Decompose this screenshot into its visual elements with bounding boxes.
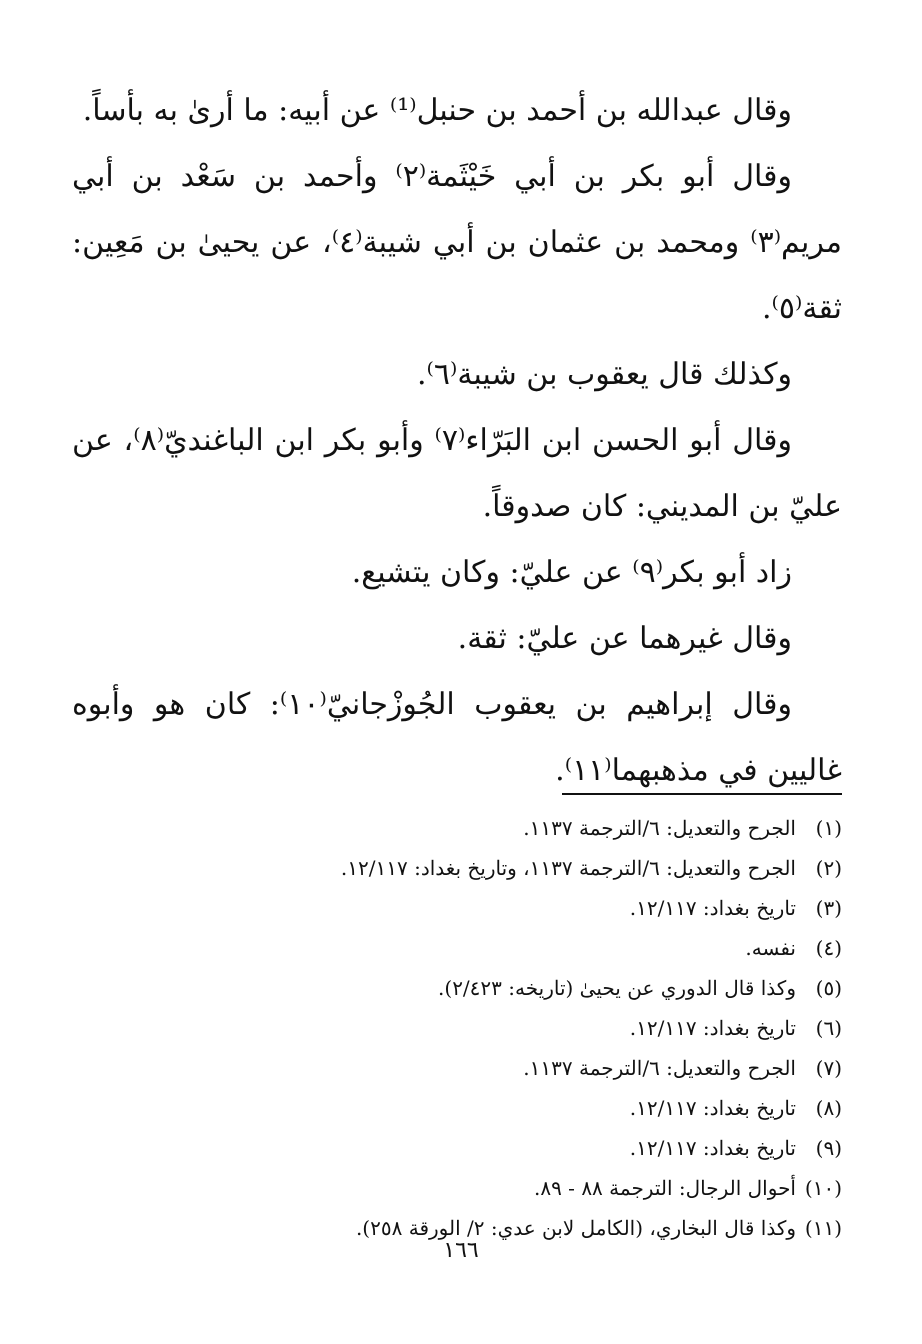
main-text [72, 78, 842, 804]
footnote-text: تاريخ بغداد: ١٢/١١٧. [629, 1016, 796, 1040]
footnote-number: (٦) [815, 1016, 842, 1040]
footnote-number: (١) [815, 816, 842, 840]
footnote-3 [122, 888, 842, 928]
footnote-number: (٨) [815, 1096, 842, 1120]
footnote-4 [122, 928, 842, 968]
footnote-text: الجرح والتعديل: ٦/الترجمة ١١٣٧، وتاريخ بغداد: ١٢/١١٧. [340, 856, 796, 880]
footnote-number: (٤) [815, 936, 842, 960]
paragraph-1: وقال عبدالله بن أحمد بن حنبل⁽¹⁾ عن أبيه: ما أرىٰ به بأساً. [82, 93, 792, 128]
paragraph-4: وقال أبو الحسن ابن البَرّاء⁽٧⁾ وأبو بكر ابن الباغنديّ⁽٨⁾، عن عليّ بن المديني: كان صدوقاً. [72, 423, 842, 524]
footnote-7 [122, 1048, 842, 1088]
footnote-number: (٢) [815, 856, 842, 880]
paragraph-5: زاد أبو بكر⁽٩⁾ عن عليّ: وكان يتشيع. [351, 555, 792, 590]
footnote-10 [122, 1168, 842, 1208]
footnote-number: (٩) [815, 1136, 842, 1160]
paragraph-7: وقال إبراهيم بن يعقوب الجُوزْجانيّ⁽١٠⁾: كان هو وأبوه غاليين في مذهبهما⁽١١⁾. [72, 687, 842, 788]
footnote-2 [122, 848, 842, 888]
footnote-text: الجرح والتعديل: ٦/الترجمة ١١٣٧. [523, 816, 796, 840]
paragraph-2: وقال أبو بكر بن أبي خَيْثَمة⁽٢⁾ وأحمد بن سَعْد بن أبي مريم⁽٣⁾ ومحمد بن عثمان بن أبي شيبة⁽٤⁾، عن يحيىٰ بن مَعِين: ثقة⁽٥⁾. [72, 159, 842, 326]
footnote-1 [122, 808, 842, 848]
footnote-number: (٥) [815, 976, 842, 1000]
footnote-6 [122, 1008, 842, 1048]
footnote-text: نفسه. [745, 936, 796, 960]
footnote-number: (٣) [815, 896, 842, 920]
footnote-text: تاريخ بغداد: ١٢/١١٧. [629, 1136, 796, 1160]
footnote-separator [562, 793, 842, 795]
paragraph-6: وقال غيرهما عن عليّ: ثقة. [457, 621, 792, 656]
paragraph-3: وكذلك قال يعقوب بن شيبة⁽٦⁾. [416, 357, 792, 392]
footnote-number: (١١) [804, 1216, 842, 1240]
footnote-text: أحوال الرجال: الترجمة ٨٨ - ٨٩. [533, 1176, 796, 1200]
footnote-9 [122, 1128, 842, 1168]
footnote-text: تاريخ بغداد: ١٢/١١٧. [629, 1096, 796, 1120]
footnote-text: تاريخ بغداد: ١٢/١١٧. [629, 896, 796, 920]
footnotes-list [122, 808, 842, 1248]
footnote-text: وكذا قال الدوري عن يحيىٰ (تاريخه: ٢/٤٢٣). [438, 976, 796, 1000]
footnote-text: الجرح والتعديل: ٦/الترجمة ١١٣٧. [523, 1056, 796, 1080]
footnote-number: (١٠) [804, 1176, 842, 1200]
footnote-number: (٧) [815, 1056, 842, 1080]
footnote-text: وكذا قال البخاري، (الكامل لابن عدي: ٢/ الورقة ٢٥٨). [355, 1216, 796, 1240]
footnote-5 [122, 968, 842, 1008]
footnote-8 [122, 1088, 842, 1128]
page-number: ١٦٦ [443, 1238, 479, 1263]
